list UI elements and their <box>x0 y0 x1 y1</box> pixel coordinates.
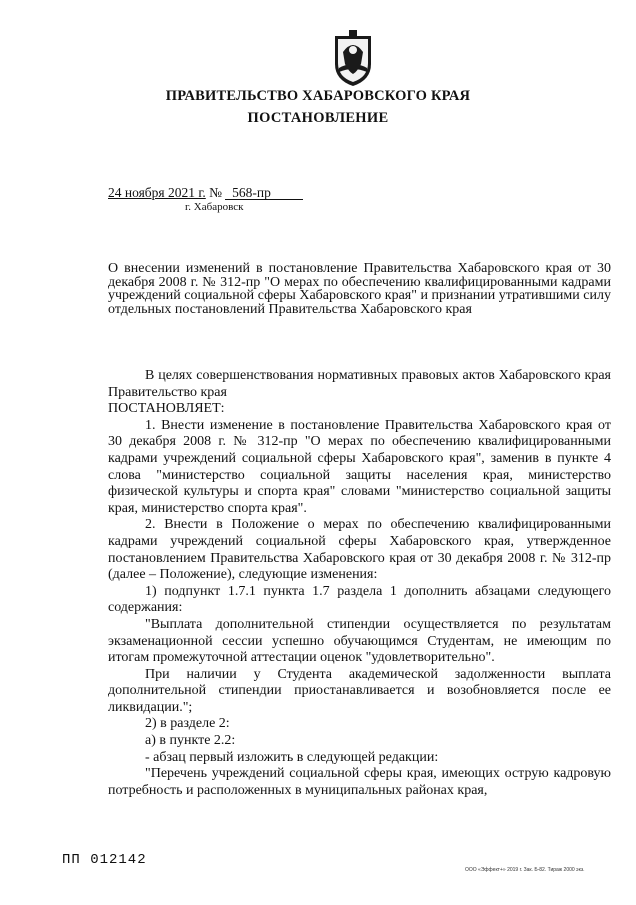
document-title: О внесении изменений в постановление Правительства Хабаровского края от 30 декабря 2008 г. № 312-пр "О мерах по обеспечению квалифицированными кадрами учреждений социальной сферы Хабаровского края" и признании утратившими силу отдельных постановлений Правительства Хабаровского края <box>108 261 611 317</box>
quote-3: "Перечень учреждений социальной сферы края, имеющих острую кадровую потребность и расположенных в муниципальных районах края, <box>108 766 611 798</box>
document-city: г. Хабаровск <box>185 201 244 213</box>
quote-2: При наличии у Студента академической задолженности выплата дополнительной стипендии приостанавливается и возобновляется после ее ликвидации."; <box>108 666 611 715</box>
item-1: 1. Внести изменение в постановление Правительства Хабаровского края от 30 декабря 2008 г. № 312-пр "О мерах по обеспечению квалифицированными кадрами учреждений социальной сферы Хабаровского края", заменив в пункте 4 слова "министерство социальной защиты населения края, министерство физической культуры и спорта края" словами "министерство социальной защиты края, министерство спорта края". <box>108 417 611 516</box>
coat-of-arms-emblem <box>329 30 377 88</box>
dash-item: - абзац первый изложить в следующей редакции: <box>145 749 439 765</box>
subitem-2: 2) в разделе 2: <box>145 716 230 732</box>
decree-word: ПОСТАНОВЛЯЕТ: <box>108 401 225 417</box>
document-number: 568-пр <box>225 186 303 200</box>
subitem-2a: а) в пункте 2.2: <box>145 733 236 749</box>
document-date: 24 ноября 2021 г. <box>108 185 206 200</box>
document-type: ПОСТАНОВЛЕНИЕ <box>247 110 389 126</box>
quote-1: "Выплата дополнительной стипендии осуществляется по результатам экзаменационной сессии успешно обучающимся Студентам, не имеющим по итогам промежуточной аттестации оценок "удовлетворительно". <box>108 616 611 666</box>
form-code: ПП 012142 <box>62 852 147 868</box>
printer-info: ООО «Эффект+» 2019 г. Зак. Б-82. Тираж 2000 экз. <box>465 867 585 873</box>
intro-paragraph: В целях совершенствования нормативных правовых актов Хабаровского края Правительство края <box>108 368 611 400</box>
item-2: 2. Внести в Положение о мерах по обеспечению квалифицированными кадрами учреждений социальной сферы Хабаровского края, утвержденное постановлением Правительства Хабаровского края от 30 декабря 2008 г. № 312-пр (далее – Положение), следующие изменения: <box>108 517 611 583</box>
subitem-1: 1) подпункт 1.7.1 пункта 1.7 раздела 1 дополнить абзацами следующего содержания: <box>108 583 611 616</box>
document-body <box>108 368 611 799</box>
government-name: ПРАВИТЕЛЬСТВО ХАБАРОВСКОГО КРАЯ <box>165 88 471 104</box>
date-number-line <box>108 185 303 201</box>
number-sign: № <box>209 185 223 200</box>
